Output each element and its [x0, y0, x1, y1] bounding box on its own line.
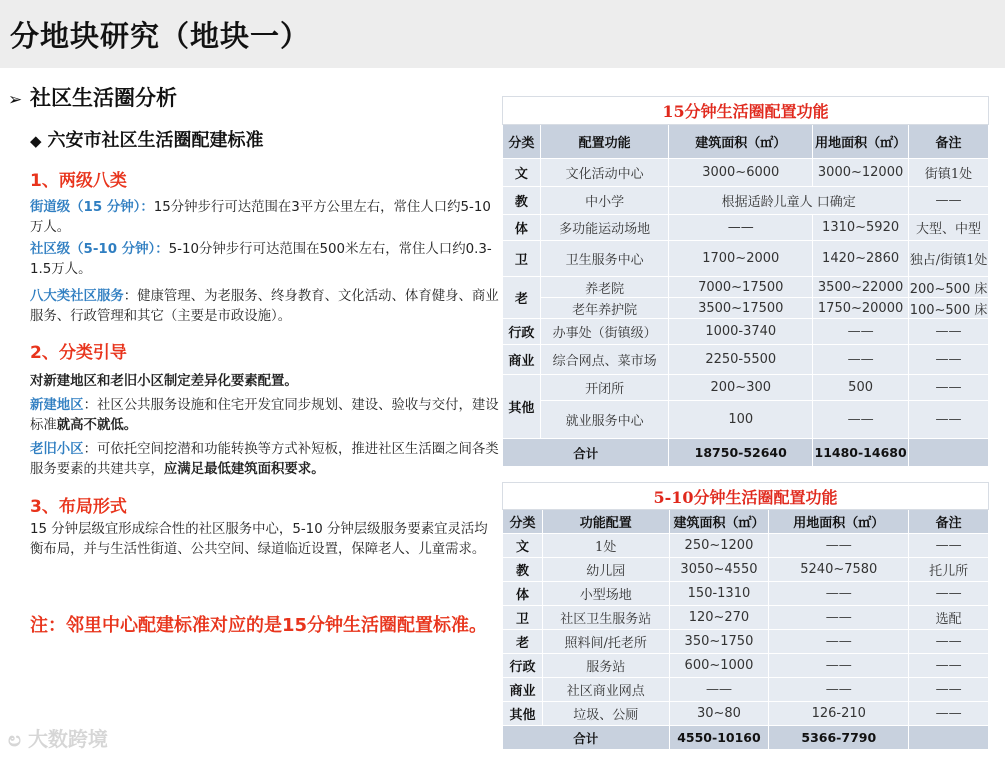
category-cell: 卫	[503, 606, 543, 630]
category-cell: 教	[503, 558, 543, 582]
table-cell: ——	[769, 606, 909, 630]
table-cell: 3000~6000	[669, 159, 813, 187]
label-street-level: 街道级（15 分钟）：	[30, 200, 154, 215]
total-cell	[909, 439, 989, 467]
table-cell: 卫生服务中心	[540, 241, 669, 277]
table-cell: ——	[909, 401, 989, 439]
table-cell: 1700~2000	[669, 241, 813, 277]
table-cell: 30~80	[669, 702, 769, 726]
table-cell: ——	[909, 345, 989, 375]
table-cell: 照料间/托老所	[542, 630, 669, 654]
category-cell: 行政	[503, 319, 541, 345]
table-cell: 根据适龄儿童人 口确定	[669, 187, 909, 215]
table-cell: 5240~7580	[769, 558, 909, 582]
table-cell: ——	[769, 582, 909, 606]
table-cell: 小型场地	[542, 582, 669, 606]
table-cell: ——	[909, 702, 989, 726]
section-heading	[8, 82, 177, 112]
table-cell: 200~500 床	[909, 277, 989, 298]
table-cell: 大型、中型	[909, 215, 989, 241]
text-community-level: 5-10分钟步行可达范围在500米左右，常住人口约0.3-1.5万人。	[30, 242, 492, 277]
table-cell: 500	[813, 375, 909, 401]
total-cell: 18750-52640	[669, 439, 813, 467]
header-cell: 用地面积（㎡）	[813, 125, 909, 159]
para-new-areas	[30, 396, 500, 436]
table-cell: 3050~4550	[669, 558, 769, 582]
para-differentiated: 对新建地区和老旧小区制定差异化要素配置。	[30, 374, 298, 389]
table-cell: ——	[909, 375, 989, 401]
table-cell: 120~270	[669, 606, 769, 630]
category-cell: 体	[503, 582, 543, 606]
table-cell: ——	[909, 319, 989, 345]
table-cell: ——	[769, 654, 909, 678]
category-cell: 其他	[503, 375, 541, 439]
category-cell: 卫	[503, 241, 541, 277]
arrow-bullet-icon: ➢	[8, 90, 23, 110]
header-cell: 建筑面积（㎡）	[669, 125, 813, 159]
category-cell: 商业	[503, 678, 543, 702]
subsection-heading-text: 六安市社区生活圈配建标准	[47, 130, 264, 151]
table-cell: 多功能运动场地	[540, 215, 669, 241]
table-cell: 幼儿园	[542, 558, 669, 582]
text-old-areas: ：可依托空间挖潜和功能转换等方式补短板，推进社区生活圈之间各类服务要素的共建共享，	[30, 442, 499, 477]
total-cell	[909, 726, 989, 750]
total-label: 合计	[503, 439, 669, 467]
note-text: 注：邻里中心配建标准对应的是15分钟生活圈配置标准。	[30, 615, 488, 636]
category-cell: 商业	[503, 345, 541, 375]
diamond-bullet-icon: ◆	[30, 132, 42, 150]
category-cell: 体	[503, 215, 541, 241]
text-street-level: 15分钟步行可达范围在3平方公里左右，常住人口约5-10万人。	[30, 200, 491, 235]
heading-classification: 2、分类引导	[30, 343, 127, 363]
category-cell: 老	[503, 277, 541, 319]
table-cell: ——	[669, 678, 769, 702]
page-title: 分地块研究（地块一）	[10, 19, 311, 53]
table-cell: ——	[813, 319, 909, 345]
category-cell: 文	[503, 534, 543, 558]
label-eight-services: 八大类社区服务	[30, 289, 124, 304]
table-cell: ——	[909, 630, 989, 654]
table-cell: 1420~2860	[813, 241, 909, 277]
text-new-areas: ：社区公共服务设施和住宅开发宜同步规划、建设、验收与交付，建设标准	[30, 398, 499, 433]
para-layout: 15 分钟层级宜形成综合性的社区服务中心，5-10 分钟层级服务要素宜灵活均衡布局，并与生活性街道、公共空间、绿道临近设置，保障老人、儿童需求。	[30, 522, 488, 557]
category-cell: 行政	[503, 654, 543, 678]
table-cell: 1000-3740	[669, 319, 813, 345]
table-cell: 2250-5500	[669, 345, 813, 375]
table-cell: 开闭所	[540, 375, 669, 401]
table-cell: 服务站	[542, 654, 669, 678]
para-eight-services	[30, 287, 500, 327]
table-cell: ——	[769, 534, 909, 558]
total-cell: 4550-10160	[669, 726, 769, 750]
label-old-areas: 老旧小区	[30, 442, 84, 457]
text-eight-services: ：健康管理、为老服务、终身教育、文化活动、体育健身、商业服务、行政管理和其它（主要是市政设施）。	[30, 289, 499, 324]
table-15min	[502, 96, 989, 467]
table-cell: 老年养护院	[540, 298, 669, 319]
table-cell: 独占/街镇1处	[909, 241, 989, 277]
table-cell: 选配	[909, 606, 989, 630]
table-cell: 社区卫生服务站	[542, 606, 669, 630]
section-heading-text: 社区生活圈分析	[30, 86, 177, 110]
table-cell: 中小学	[540, 187, 669, 215]
total-label: 合计	[503, 726, 670, 750]
table-cell: 社区商业网点	[542, 678, 669, 702]
table-cell: ——	[769, 678, 909, 702]
table-cell: 就业服务中心	[540, 401, 669, 439]
header-cell: 配置功能	[540, 125, 669, 159]
table-cell: 250~1200	[669, 534, 769, 558]
bold-new-areas: 就高不就低。	[56, 418, 138, 433]
header-cell: 分类	[503, 510, 543, 534]
table-cell: 3500~22000	[813, 277, 909, 298]
total-cell: 11480-14680	[813, 439, 909, 467]
category-cell: 教	[503, 187, 541, 215]
table-cell: 1处	[542, 534, 669, 558]
bold-old-areas: 应满足最低建筑面积要求。	[163, 462, 325, 477]
table-cell: ——	[813, 401, 909, 439]
header-cell: 备注	[909, 125, 989, 159]
watermark-text: 大数跨境	[27, 727, 108, 751]
table-cell: 100	[669, 401, 813, 439]
table-cell: ——	[669, 215, 813, 241]
table-cell: ——	[769, 630, 909, 654]
label-new-areas: 新建地区	[30, 398, 84, 413]
category-cell: 文	[503, 159, 541, 187]
header-cell: 用地面积（㎡）	[769, 510, 909, 534]
table-cell: 文化活动中心	[540, 159, 669, 187]
table-15min-caption: 15分钟生活圈配置功能	[503, 97, 989, 125]
table-cell: 垃圾、公厕	[542, 702, 669, 726]
watermark: ಲ 大数跨境	[8, 727, 108, 751]
header-cell: 功能配置	[542, 510, 669, 534]
table-cell: 1750~20000	[813, 298, 909, 319]
table-cell: 1310~5920	[813, 215, 909, 241]
table-cell: 街镇1处	[909, 159, 989, 187]
table-cell: 200~300	[669, 375, 813, 401]
heading-two-levels: 1、两级八类	[30, 171, 127, 191]
table-cell: ——	[909, 582, 989, 606]
table-cell: 350~1750	[669, 630, 769, 654]
table-cell: ——	[909, 534, 989, 558]
table-cell: 养老院	[540, 277, 669, 298]
table-cell: 100~500 床	[909, 298, 989, 319]
table-cell: 3500~17500	[669, 298, 813, 319]
table-cell: ——	[813, 345, 909, 375]
total-cell: 5366-7790	[769, 726, 909, 750]
table-cell: 3000~12000	[813, 159, 909, 187]
header-cell: 分类	[503, 125, 541, 159]
table-cell: 托儿所	[909, 558, 989, 582]
table-cell: ——	[909, 187, 989, 215]
table-5-10min	[502, 482, 989, 750]
para-old-areas	[30, 440, 500, 480]
table-cell: 126-210	[769, 702, 909, 726]
table-cell: 办事处（街镇级）	[540, 319, 669, 345]
header-cell: 建筑面积（㎡）	[669, 510, 769, 534]
table-cell: ——	[909, 654, 989, 678]
table-cell: 综合网点、菜市场	[540, 345, 669, 375]
table-5-10min-caption: 5-10分钟生活圈配置功能	[503, 483, 989, 510]
category-cell: 老	[503, 630, 543, 654]
para-community-level	[30, 240, 500, 280]
table-cell: 7000~17500	[669, 277, 813, 298]
label-community-level: 社区级（5-10 分钟）：	[30, 242, 169, 257]
para-street-level	[30, 198, 500, 238]
table-cell: ——	[909, 678, 989, 702]
subsection-heading	[30, 126, 264, 152]
table-cell: 150-1310	[669, 582, 769, 606]
table-cell: 600~1000	[669, 654, 769, 678]
header-cell: 备注	[909, 510, 989, 534]
category-cell: 其他	[503, 702, 543, 726]
heading-layout: 3、布局形式	[30, 497, 127, 517]
